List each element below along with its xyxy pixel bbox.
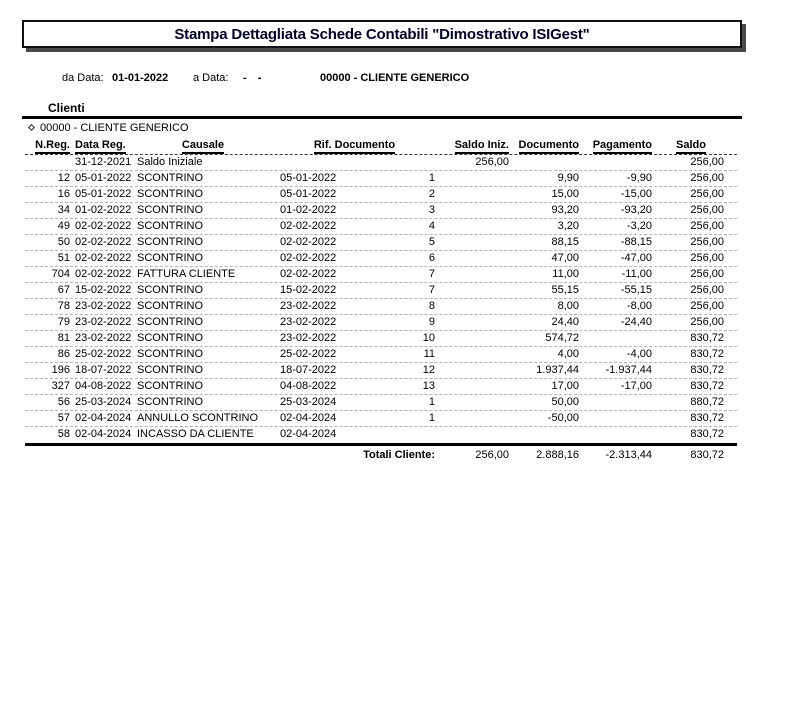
- header-saldo: Saldo: [652, 139, 724, 154]
- cell-doc-number: 5: [428, 236, 435, 248]
- cell-saldo-iniz: [435, 219, 509, 234]
- cell-pagamento: -24,40: [620, 316, 652, 328]
- cell-n-reg: 50: [57, 236, 70, 248]
- cell-n-reg: 67: [57, 284, 70, 296]
- cell-doc-number: 11: [423, 348, 435, 360]
- totals-documento: 2.888,16: [536, 449, 579, 461]
- cell-pagamento: -47,00: [620, 252, 652, 264]
- cell-rif-documento: 15-02-2022: [280, 284, 337, 296]
- cell-rif-documento: 02-04-2024: [280, 428, 337, 440]
- cell-documento: 17,00: [551, 380, 579, 392]
- section-divider: [22, 116, 742, 119]
- cell-causale: SCONTRINO: [137, 348, 203, 360]
- cell-data-reg: 01-02-2022: [75, 204, 132, 216]
- client-group-row[interactable]: [0, 122, 793, 136]
- cell-n-reg: 79: [57, 316, 70, 328]
- table-row: [25, 267, 737, 283]
- cell-causale: INCASSO DA CLIENTE: [137, 428, 254, 440]
- cell-tail: [724, 427, 737, 443]
- cell-tail: [724, 347, 737, 362]
- table-body: [25, 155, 737, 443]
- totals-pagamento: -2.313,44: [605, 449, 652, 461]
- cell-tail: [724, 187, 737, 202]
- cell-rif-documento: 02-02-2022: [280, 268, 337, 280]
- cell-causale: SCONTRINO: [137, 380, 203, 392]
- cell-tail: [724, 315, 737, 330]
- cell-rif-documento: 23-02-2022: [280, 332, 337, 344]
- cell-doc-number: 4: [428, 220, 435, 232]
- cell-n-reg: 57: [57, 412, 70, 424]
- cell-saldo-iniz: 256,00: [475, 156, 509, 168]
- cell-documento: 9,90: [557, 172, 579, 184]
- cell-doc-number: 1: [428, 172, 435, 184]
- cell-documento: 50,00: [551, 396, 579, 408]
- header-data-reg: Data Reg.: [70, 139, 132, 154]
- cell-causale: SCONTRINO: [137, 172, 203, 184]
- cell-data-reg: 05-01-2022: [75, 188, 132, 200]
- cell-rif-documento: 04-08-2022: [280, 380, 337, 392]
- table-row: [25, 171, 737, 187]
- cell-causale: Saldo Iniziale: [137, 156, 203, 168]
- cell-saldo-iniz: [435, 395, 509, 410]
- cell-saldo: 256,00: [690, 300, 724, 312]
- cell-rif-documento: [274, 155, 349, 170]
- cell-data-reg: 02-02-2022: [75, 236, 132, 248]
- cell-doc-number: 3: [428, 204, 435, 216]
- cell-documento: 15,00: [551, 188, 579, 200]
- cell-tail: [724, 251, 737, 266]
- to-date-value: - -: [243, 72, 266, 84]
- cell-data-reg: 04-08-2022: [75, 380, 132, 392]
- cell-rif-documento: 23-02-2022: [280, 316, 337, 328]
- cell-data-reg: 25-03-2024: [75, 396, 132, 408]
- cell-saldo-iniz: [435, 299, 509, 314]
- cell-saldo-iniz: [435, 235, 509, 250]
- cell-doc-number: 6: [428, 252, 435, 264]
- cell-saldo-iniz: [435, 187, 509, 202]
- cell-data-reg: 31-12-2021: [75, 156, 132, 168]
- table-row: [25, 331, 737, 347]
- table-row: [25, 283, 737, 299]
- cell-causale: ANNULLO SCONTRINO: [137, 412, 259, 424]
- cell-pagamento: -15,00: [620, 188, 652, 200]
- cell-pagamento: -1.937,44: [605, 364, 652, 376]
- header-saldo-iniz: Saldo Iniz.: [435, 139, 509, 154]
- account-label: 00000 - CLIENTE GENERICO: [320, 72, 470, 84]
- ledger-table: [25, 139, 737, 462]
- cell-n-reg: [25, 155, 70, 170]
- cell-saldo: 830,72: [690, 380, 724, 392]
- totals-label: Totali Cliente:: [363, 449, 435, 461]
- cell-documento: 55,15: [551, 284, 579, 296]
- cell-tail: [724, 363, 737, 378]
- cell-documento: 11,00: [552, 268, 579, 280]
- header-pagamento: Pagamento: [579, 139, 652, 154]
- cell-saldo-iniz: [435, 315, 509, 330]
- totals-saldo: 830,72: [690, 449, 724, 461]
- client-group-label: 00000 - CLIENTE GENERICO: [40, 122, 189, 134]
- cell-saldo: 880,72: [690, 396, 724, 408]
- cell-pagamento: [579, 395, 652, 410]
- cell-n-reg: 78: [57, 300, 70, 312]
- totals-row: [25, 443, 737, 462]
- cell-saldo-iniz: [435, 251, 509, 266]
- cell-saldo: 830,72: [690, 364, 724, 376]
- cell-tail: [724, 299, 737, 314]
- table-row: [25, 251, 737, 267]
- cell-tail: [724, 155, 737, 170]
- report-title-box: [22, 20, 742, 48]
- table-row: [25, 411, 737, 427]
- cell-documento: 3,20: [557, 220, 579, 232]
- cell-rif-documento: 01-02-2022: [280, 204, 337, 216]
- cell-pagamento: -93,20: [620, 204, 652, 216]
- cell-doc-number: 9: [428, 316, 435, 328]
- cell-n-reg: 58: [57, 428, 70, 440]
- cell-n-reg: 327: [51, 380, 70, 392]
- cell-data-reg: 02-02-2022: [75, 252, 132, 264]
- table-row: [25, 315, 737, 331]
- cell-rif-documento: 02-04-2024: [280, 412, 337, 424]
- cell-causale: SCONTRINO: [137, 204, 203, 216]
- cell-rif-documento: 02-02-2022: [280, 220, 337, 232]
- cell-doc-number: 2: [428, 188, 435, 200]
- from-date-label: da Data:: [62, 72, 104, 84]
- table-row: [25, 187, 737, 203]
- cell-n-reg: 704: [51, 268, 70, 280]
- cell-pagamento: -3,20: [626, 220, 652, 232]
- cell-doc-number: 13: [422, 380, 435, 392]
- cell-saldo: 256,00: [690, 316, 724, 328]
- cell-n-reg: 81: [57, 332, 70, 344]
- header-causale: Causale: [132, 139, 274, 154]
- cell-documento: -50,00: [547, 412, 579, 424]
- cell-data-reg: 23-02-2022: [75, 300, 132, 312]
- table-row: [25, 299, 737, 315]
- cell-pagamento: -11,00: [621, 268, 652, 280]
- table-row: [25, 379, 737, 395]
- cell-n-reg: 49: [57, 220, 70, 232]
- cell-saldo-iniz: [435, 171, 509, 186]
- cell-causale: SCONTRINO: [137, 364, 203, 376]
- report-title: Stampa Dettagliata Schede Contabili "Dimostrativo ISIGest": [174, 25, 590, 43]
- cell-saldo-iniz: [435, 267, 509, 282]
- cell-rif-documento: 25-03-2024: [280, 396, 337, 408]
- cell-saldo: 830,72: [690, 348, 724, 360]
- cell-rif-documento: 05-01-2022: [280, 172, 337, 184]
- cell-saldo: 256,00: [690, 172, 724, 184]
- cell-pagamento: -55,15: [620, 284, 652, 296]
- header-n-reg: N.Reg.: [25, 139, 70, 154]
- cell-tail: [724, 283, 737, 298]
- cell-pagamento: [579, 331, 652, 346]
- table-row: [25, 347, 737, 363]
- cell-saldo: 256,00: [690, 156, 724, 168]
- cell-rif-documento: 02-02-2022: [280, 236, 337, 248]
- cell-saldo: 256,00: [690, 188, 724, 200]
- cell-data-reg: 02-04-2024: [75, 428, 132, 440]
- cell-documento: 24,40: [551, 316, 579, 328]
- cell-saldo: 256,00: [690, 220, 724, 232]
- cell-rif-documento: 23-02-2022: [280, 300, 337, 312]
- cell-data-reg: 23-02-2022: [75, 332, 132, 344]
- cell-saldo: 830,72: [690, 412, 724, 424]
- cell-n-reg: 12: [57, 172, 70, 184]
- cell-pagamento: [579, 155, 652, 170]
- cell-doc-number: 12: [422, 364, 435, 376]
- cell-causale: SCONTRINO: [137, 188, 203, 200]
- cell-n-reg: 34: [57, 204, 70, 216]
- table-row: [25, 427, 737, 443]
- table-row: [25, 363, 737, 379]
- cell-tail: [724, 235, 737, 250]
- filter-bar: [0, 72, 793, 86]
- header-documento: Documento: [509, 139, 579, 154]
- section-title: Clienti: [48, 101, 85, 115]
- cell-doc-number: [349, 427, 435, 443]
- cell-doc-number: 7: [428, 284, 435, 296]
- table-row: [25, 155, 737, 171]
- cell-causale: SCONTRINO: [137, 284, 203, 296]
- cell-tail: [724, 219, 737, 234]
- cell-causale: SCONTRINO: [137, 316, 203, 328]
- cell-n-reg: 196: [51, 364, 70, 376]
- cell-rif-documento: 18-07-2022: [280, 364, 337, 376]
- cell-n-reg: 86: [57, 348, 70, 360]
- cell-data-reg: 05-01-2022: [75, 172, 132, 184]
- cell-causale: SCONTRINO: [137, 300, 203, 312]
- table-row: [25, 395, 737, 411]
- cell-saldo-iniz: [435, 411, 509, 426]
- cell-documento: 47,00: [551, 252, 579, 264]
- cell-doc-number: [349, 155, 435, 170]
- cell-rif-documento: 25-02-2022: [280, 348, 337, 360]
- cell-pagamento: -9,90: [626, 172, 652, 184]
- cell-documento: 93,20: [551, 204, 579, 216]
- cell-pagamento: -4,00: [626, 348, 652, 360]
- cell-data-reg: 15-02-2022: [75, 284, 132, 296]
- cell-causale: FATTURA CLIENTE: [137, 268, 236, 280]
- totals-saldo-iniz: 256,00: [475, 449, 509, 461]
- from-date-value: 01-01-2022: [112, 72, 169, 84]
- cell-tail: [724, 379, 737, 394]
- cell-n-reg: 56: [57, 396, 70, 408]
- cell-n-reg: 51: [57, 252, 70, 264]
- cell-saldo: 256,00: [690, 204, 724, 216]
- cell-tail: [724, 267, 737, 282]
- table-row: [25, 235, 737, 251]
- cell-data-reg: 25-02-2022: [75, 348, 132, 360]
- header-rif-documento: Rif. Documento: [274, 139, 435, 154]
- cell-causale: SCONTRINO: [137, 252, 203, 264]
- cell-n-reg: 16: [57, 188, 70, 200]
- cell-pagamento: [579, 427, 652, 443]
- cell-doc-number: 8: [428, 300, 435, 312]
- cell-saldo: 256,00: [690, 284, 724, 296]
- cell-pagamento: -17,00: [620, 380, 652, 392]
- cell-causale: SCONTRINO: [137, 236, 203, 248]
- cell-tail: [724, 395, 737, 410]
- cell-saldo: 256,00: [690, 252, 724, 264]
- cell-saldo-iniz: [435, 427, 509, 443]
- cell-tail: [724, 171, 737, 186]
- cell-doc-number: 7: [428, 268, 435, 280]
- cell-data-reg: 23-02-2022: [75, 316, 132, 328]
- cell-saldo: 256,00: [690, 236, 724, 248]
- cell-causale: SCONTRINO: [137, 332, 203, 344]
- cell-data-reg: 18-07-2022: [75, 364, 132, 376]
- cell-doc-number: 10: [422, 332, 435, 344]
- cell-documento: [509, 427, 579, 443]
- cell-rif-documento: 02-02-2022: [280, 252, 337, 264]
- diamond-bullet-icon: [28, 124, 35, 131]
- cell-pagamento: [579, 411, 652, 426]
- cell-documento: 8,00: [557, 300, 579, 312]
- cell-tail: [724, 411, 737, 426]
- cell-rif-documento: 05-01-2022: [280, 188, 337, 200]
- table-header-row: [25, 139, 737, 155]
- cell-documento: 574,72: [545, 332, 579, 344]
- cell-pagamento: -88,15: [620, 236, 652, 248]
- cell-documento: [509, 155, 579, 170]
- table-row: [25, 203, 737, 219]
- table-row: [25, 219, 737, 235]
- cell-data-reg: 02-02-2022: [75, 268, 132, 280]
- cell-pagamento: -8,00: [626, 300, 652, 312]
- cell-causale: SCONTRINO: [137, 396, 203, 408]
- cell-saldo-iniz: [435, 363, 509, 378]
- cell-saldo-iniz: [435, 347, 509, 362]
- cell-causale: SCONTRINO: [137, 220, 203, 232]
- cell-data-reg: 02-02-2022: [75, 220, 132, 232]
- cell-saldo-iniz: [435, 379, 509, 394]
- cell-saldo: 830,72: [690, 428, 724, 440]
- cell-saldo: 256,00: [690, 268, 724, 280]
- cell-documento: 4,00: [557, 348, 579, 360]
- cell-tail: [724, 203, 737, 218]
- cell-doc-number: 1: [428, 412, 435, 424]
- cell-saldo-iniz: [435, 331, 509, 346]
- cell-documento: 88,15: [551, 236, 579, 248]
- cell-saldo-iniz: [435, 283, 509, 298]
- cell-doc-number: 1: [428, 396, 435, 408]
- cell-tail: [724, 331, 737, 346]
- cell-data-reg: 02-04-2024: [75, 412, 132, 424]
- to-date-label: a Data:: [193, 72, 229, 84]
- cell-documento: 1.937,44: [536, 364, 579, 376]
- cell-saldo-iniz: [435, 203, 509, 218]
- cell-saldo: 830,72: [690, 332, 724, 344]
